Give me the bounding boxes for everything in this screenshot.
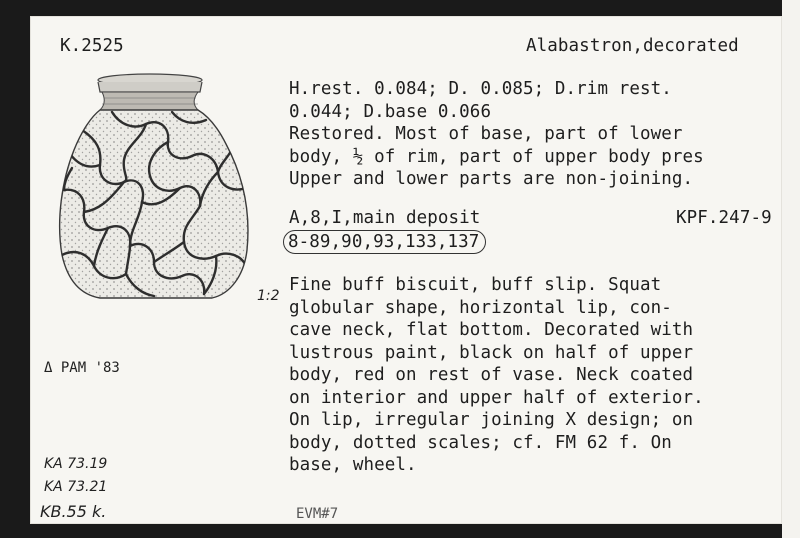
fabric-line: body, red on rest of vase. Neck coated bbox=[289, 365, 694, 385]
description-line: 0.044; D.base 0.066 bbox=[289, 101, 492, 122]
fabric-line: base, wheel. bbox=[289, 455, 417, 475]
fabric-line: Fine buff biscuit, buff slip. Squat bbox=[289, 275, 662, 295]
deposit-location: A,8,I,main deposit bbox=[289, 208, 481, 228]
fabric-line: on interior and upper half of exterior. bbox=[289, 387, 704, 408]
lot-numbers-circled: 8-89,90,93,133,137 bbox=[283, 230, 486, 254]
description-line: Upper and lower parts are non-joining. bbox=[289, 169, 694, 189]
catalog-card bbox=[30, 16, 782, 524]
handwritten-ref: KB.55 k. bbox=[40, 502, 107, 521]
handwritten-ref: KA 73.21 bbox=[44, 479, 108, 495]
fabric-line: lustrous paint, black on half of upper bbox=[289, 342, 694, 363]
description-line: body, ½ of rim, part of upper body pres bbox=[289, 146, 704, 167]
description-line: H.rest. 0.084; D. 0.085; D.rim rest. bbox=[289, 79, 672, 99]
fabric-line: body, dotted scales; cf. FM 62 f. On bbox=[289, 432, 672, 453]
description-line: Restored. Most of base, part of lower bbox=[289, 124, 683, 144]
alabastron-vase-drawing bbox=[42, 70, 252, 310]
catalog-number: K.2525 bbox=[60, 36, 124, 56]
scan-edge bbox=[782, 0, 800, 538]
kpf-reference: KPF.247-9 bbox=[676, 208, 772, 228]
fabric-line: cave neck, flat bottom. Decorated with bbox=[289, 320, 694, 340]
fabric-description-block bbox=[289, 274, 704, 477]
drawer-note: Δ PAM '83 bbox=[44, 360, 120, 376]
handwritten-ref: KA 73.19 bbox=[44, 456, 108, 472]
card-title: Alabastron,decorated bbox=[526, 36, 739, 56]
bottom-note: EVM#7 bbox=[296, 506, 339, 522]
fabric-line: On lip, irregular joining X design; on bbox=[289, 410, 694, 430]
description-block bbox=[289, 78, 704, 191]
scale-note: 1:2 bbox=[257, 288, 280, 304]
fabric-line: globular shape, horizontal lip, con- bbox=[289, 297, 672, 318]
